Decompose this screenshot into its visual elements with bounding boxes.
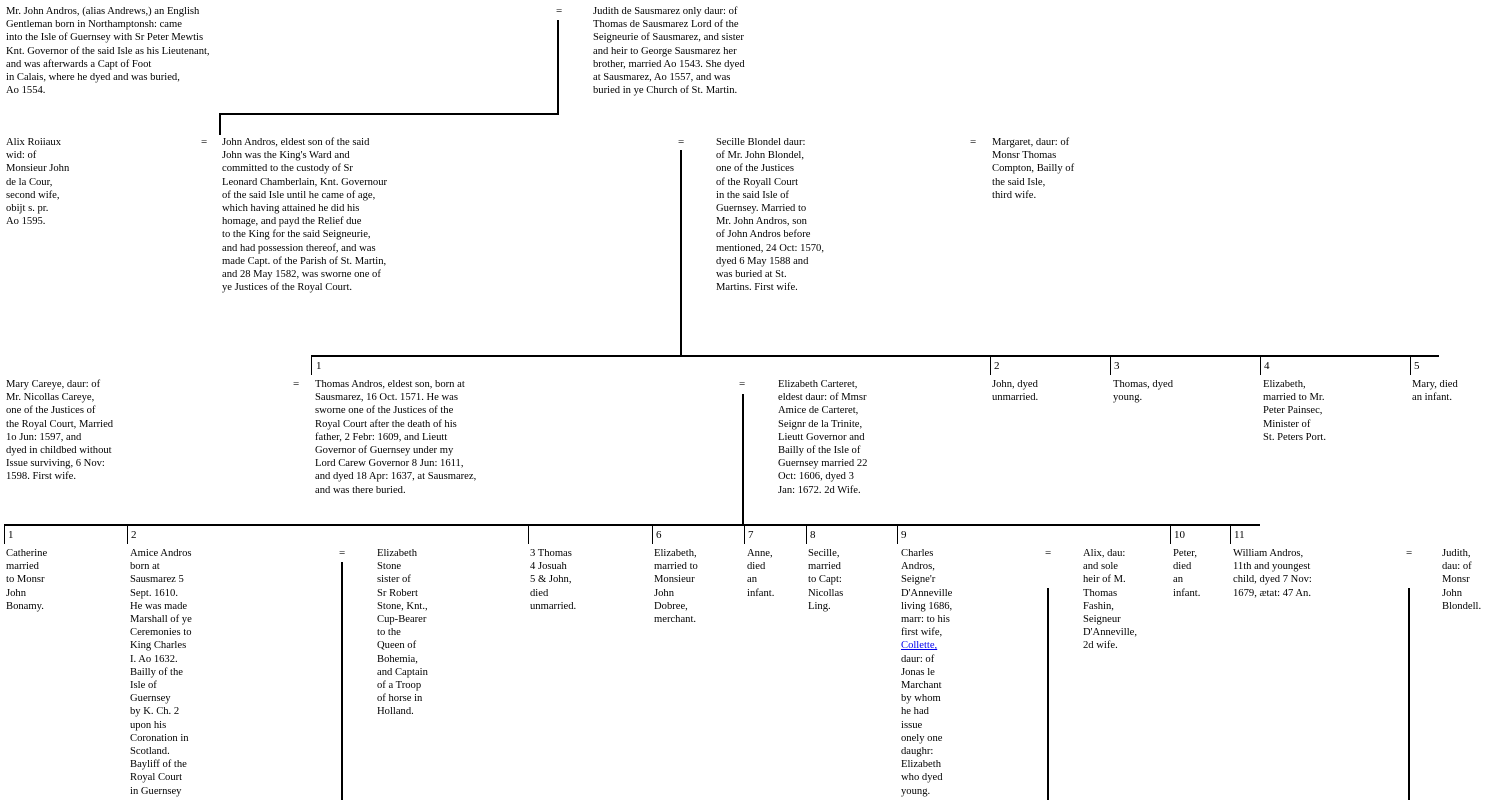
marriage-sign: = <box>678 136 685 148</box>
child-tick <box>1170 524 1171 544</box>
marriage-sign: = <box>201 136 208 148</box>
child-number: 3 <box>1114 360 1120 372</box>
person-catherine: Catherine married to Monsr John Bonamy. <box>6 548 48 612</box>
child-tick <box>1410 355 1411 375</box>
marriage-sign: = <box>739 378 746 390</box>
child-number: 2 <box>131 529 137 541</box>
child-number: 10 <box>1174 529 1185 541</box>
child-tick <box>652 524 653 544</box>
child-tick <box>1260 355 1261 375</box>
children-line <box>4 524 1260 526</box>
descent-line <box>219 113 559 115</box>
person-alix-roiiaux: Alix Roiiaux wid: of Monsieur John de la Cour, second wife, obijt s. pr. Ao 1595. <box>6 137 70 228</box>
marriage-sign: = <box>556 5 563 17</box>
person-margaret-compton: Margaret, daur: of Monsr Thomas Compton, Bailly of the said Isle, third wife. <box>992 137 1075 201</box>
marriage-sign: = <box>1406 547 1413 559</box>
child-number: 5 <box>1414 360 1420 372</box>
child-tick <box>1230 524 1231 544</box>
collette-link[interactable]: Collette, <box>901 640 938 652</box>
person-elizabeth-painsec: Elizabeth, married to Mr. Peter Painsec, Minister of St. Peters Port. <box>1263 379 1326 443</box>
person-charles-andros <box>901 547 952 798</box>
child-number: 1 <box>316 360 322 372</box>
person-thomas-josuah-john: 3 Thomas 4 Josuah 5 & John, died unmarried. <box>530 548 577 612</box>
descent-line <box>1408 588 1410 800</box>
marriage-sign: = <box>339 547 346 559</box>
person-secille-blondel: Secille Blondel daur: of Mr. John Blondel, one of the Justices of the Royall Court in the said Isle of Guernsey. Married to Mr. John Andros, son of John Andros before mentioned, 24 Oct: 1570, dyed 6 May 1588 and was buried at St. Martins. First wife. <box>716 137 824 294</box>
child-tick <box>311 355 312 375</box>
person-john-andros-sr: Mr. John Andros, (alias Andrews,) an English Gentleman born in Northamptonsh: came into the Isle of Guernsey with Sr Peter Mewtis Knt. Governor of the said Isle as his Lieutenant, and was afterwards a Capt of Foot in Calais, where he dyed and was buried, Ao 1554. <box>6 6 210 97</box>
children-line <box>311 355 1439 357</box>
child-number: 1 <box>8 529 14 541</box>
child-tick <box>806 524 807 544</box>
person-thomas-andros: Thomas Andros, eldest son, born at Sausmarez, 16 Oct. 1571. He was sworne one of the Justices of the Royal Court after the death of his father, 2 Febr: 1609, and Lieutt Governor of Guernsey under my Lord Carew Governor 8 Jun: 1611, and dyed 18 Apr: 1637, at Sausmarez, and was there buried. <box>315 379 477 496</box>
child-number: 7 <box>748 529 754 541</box>
descent-line <box>680 150 682 356</box>
marriage-sign: = <box>970 136 977 148</box>
descent-line <box>1047 588 1049 800</box>
person-judith-blondell: Judith, dau: of Monsr John Blondell. <box>1442 548 1482 612</box>
person-john-dyed: John, dyed unmarried. <box>992 379 1039 404</box>
person-elizabeth-dobree: Elizabeth, married to Monsieur John Dobree, merchant. <box>654 548 698 626</box>
person-thomas-dyed: Thomas, dyed young. <box>1113 379 1174 404</box>
descent-line <box>219 113 221 135</box>
child-tick <box>897 524 898 544</box>
person-mary-died: Mary, died an infant. <box>1412 379 1458 404</box>
child-number: 2 <box>994 360 1000 372</box>
person-amice-andros: Amice Andros born at Sausmarez 5 Sept. 1610. He was made Marshall of ye Ceremonies to King Charles I. Ao 1632. Bailly of the Isle of Guernsey by K. Ch. 2 upon his Coronation in Scotland. Bayliff of the Royal Court in Guernsey <box>130 548 192 797</box>
child-number: 9 <box>901 529 907 541</box>
child-tick <box>4 524 5 544</box>
child-number: 8 <box>810 529 816 541</box>
marriage-sign: = <box>293 378 300 390</box>
descent-line <box>557 20 559 115</box>
charles-text-b: daur: of Jonas le Marchant by whom he had issue onely one daughr: Elizabeth who dyed young. <box>901 653 943 797</box>
child-number: 6 <box>656 529 662 541</box>
person-mary-careye: Mary Careye, daur: of Mr. Nicollas Careye, one of the Justices of the Royal Court, Married 1o Jun: 1597, and dyed in childbed without Issue surviving, 6 Nov: 1598. First wife. <box>6 379 114 483</box>
descent-line <box>341 562 343 800</box>
child-tick <box>1110 355 1111 375</box>
child-tick <box>744 524 745 544</box>
marriage-sign: = <box>1045 547 1052 559</box>
child-number: 11 <box>1234 529 1245 541</box>
person-peter: Peter, died an infant. <box>1173 548 1201 599</box>
child-tick <box>990 355 991 375</box>
person-judith-de-sausmarez: Judith de Sausmarez only daur: of Thomas de Sausmarez Lord of the Seigneurie of Sausmarez, and sister and heir to George Sausmarez her brother, married Ao 1543. She dyed at Sausmarez, Ao 1557, and was buried in ye Church of St. Martin. <box>593 6 745 97</box>
person-william-andros: William Andros, 11th and youngest child, dyed 7 Nov: 1679, ætat: 47 An. <box>1233 548 1312 599</box>
person-alix-fashin: Alix, dau: and sole heir of M. Thomas Fashin, Seigneur D'Anneville, 2d wife. <box>1083 548 1137 652</box>
child-tick <box>127 524 128 544</box>
person-elizabeth-carteret: Elizabeth Carteret, eldest daur: of Mmsr Amice de Carteret, Seignr de la Trinite, Lieutt Governor and Bailly of the Isle of Guernsey married 22 Oct: 1606, dyed 3 Jan: 1672. 2d Wife. <box>778 379 868 496</box>
child-tick <box>528 524 529 544</box>
person-john-andros: John Andros, eldest son of the said John was the King's Ward and committed to the custody of Sr Leonard Chamberlain, Knt. Governour of the said Isle until he came of age, which having attained he did his homage, and payd the Relief due to the King for the said Seigneurie, and had possession thereof, and was made Capt. of the Parish of St. Martin, and 28 May 1582, was sworne one of ye Justices of the Royal Court. <box>222 137 388 294</box>
person-anne: Anne, died an infant. <box>747 548 775 599</box>
person-elizabeth-stone: Elizabeth Stone sister of Sr Robert Stone, Knt., Cup-Bearer to the Queen of Bohemia, and Captain of a Troop of horse in Holland. <box>377 548 428 718</box>
charles-text-a: Charles Andros, Seigne'r D'Anneville living 1686, marr: to his first wife, <box>901 548 953 639</box>
person-secille-ling: Secille, married to Capt: Nicollas Ling. <box>808 548 844 612</box>
descent-line <box>742 394 744 525</box>
child-number: 4 <box>1264 360 1270 372</box>
